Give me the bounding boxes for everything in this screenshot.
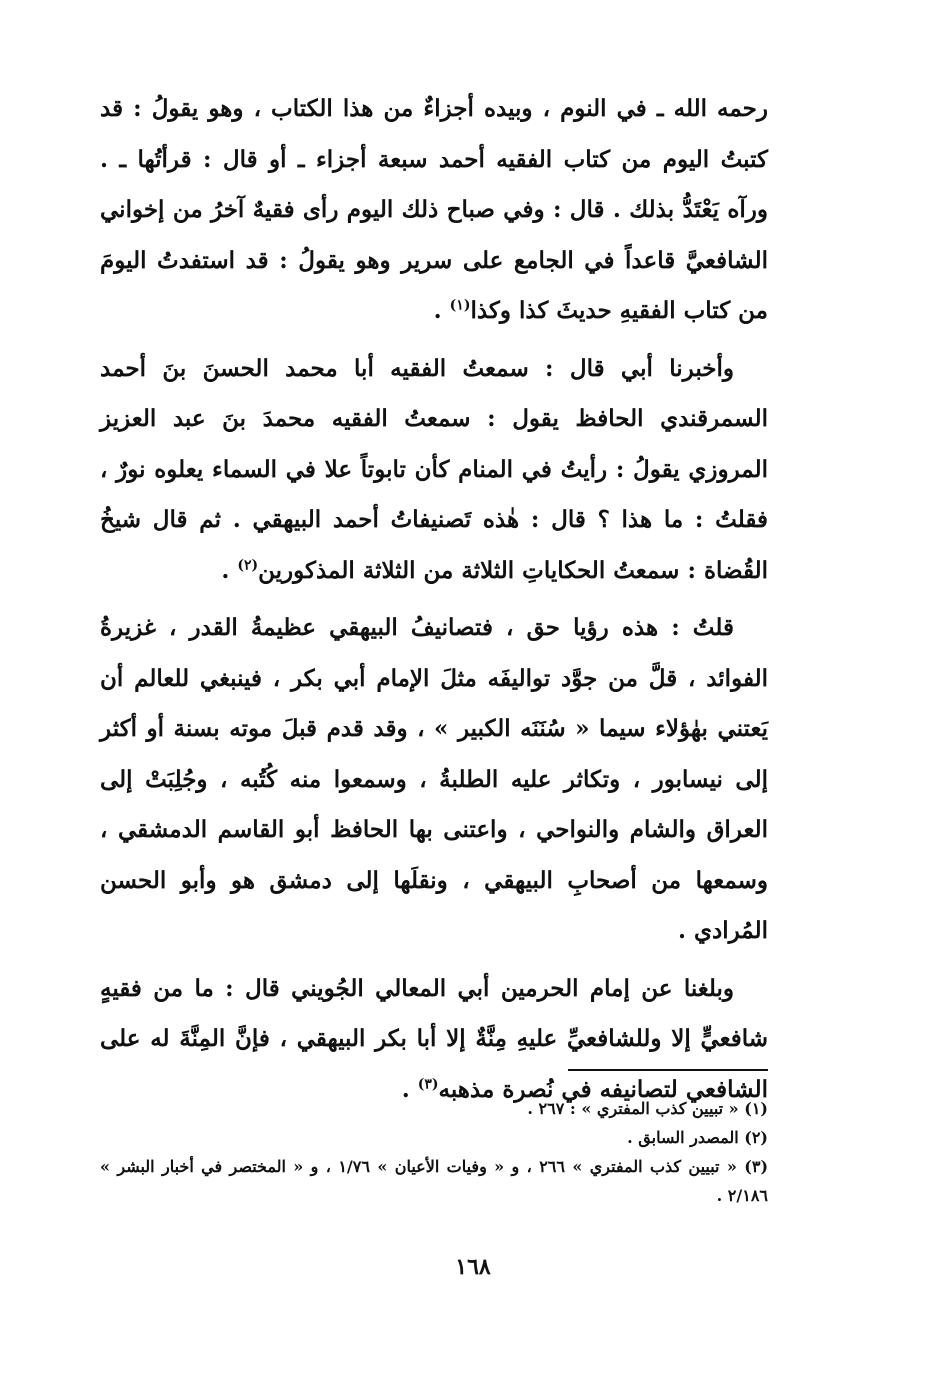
footnote-ref-2[interactable]: (٢) (237, 556, 259, 573)
paragraph-4 (100, 964, 768, 1116)
paragraph-4-text: وبلغنا عن إمام الحرمين أبي المعالي الجُويني قال : ما من فقيهٍ شافعيٍّ إلا وللشافعيِّ عليهِ مِنَّةٌ إلا أبا بكر البيهقي ، فإنَّ المِنَّةَ له على الشافعي لتصانيفه في نُصرة مذهبه (100, 974, 768, 1103)
footnote-ref-3[interactable]: (٣) (417, 1075, 439, 1092)
footnote-3: (٣) « تبيين كذب المفتري » ٢٦٦ ، و « وفيات الأعيان » ١/٧٦ ، و « المختصر في أخبار البشر » ٢/١٨٦ . (100, 1157, 769, 1205)
paragraph-2-end: . (221, 556, 238, 584)
footnote-1: (١) « تبيين كذب المفتري » : ٢٦٧ . (527, 1099, 768, 1118)
paragraph-4-end: . (401, 1075, 418, 1103)
paragraph-3 (100, 603, 768, 957)
paragraph-1 (100, 84, 768, 337)
footnote-2: (٢) المصدر السابق . (627, 1128, 768, 1147)
main-text (100, 84, 768, 1122)
paragraph-1-text: رحمه الله ـ في النوم ، وبيده أجزاءٌ من هذا الكتاب ، وهو يقولُ : قد كتبتُ اليوم من كتاب الفقيه أحمد سبعة أجزاء ـ أو قال : قرأتُها ـ . ورآه يَعْتَدُّ بذلك . قال : وفي صباح ذلك اليوم رأى فقيهٌ آخرُ من إخواني الشافعيَّ قاعداً في الجامع على سرير وهو يقولُ : قد استفدتُ اليومَ من كتاب الفقيهِ حديثَ كذا وكذا (100, 95, 768, 324)
paragraph-2 (100, 344, 768, 597)
footnote-ref-1[interactable]: (١) (449, 297, 471, 314)
footnotes (100, 1094, 768, 1210)
footnote-separator (568, 1069, 768, 1071)
page-number: ١٦٨ (455, 1254, 491, 1280)
paragraph-2-text: وأخبرنا أبي قال : سمعتُ الفقيه أبا محمد الحسنَ بنَ أحمد السمرقندي الحافظ يقول : سمعتُ الفقيه محمدَ بنَ عبد العزيز المروزي يقولُ : رأيتُ في المنام كأن تابوتاً علا في السماء يعلوه نورٌ ، فقلتُ : ما هذا ؟ قال : هٰذه تَصنيفاتُ أحمد البيهقي . ثم قال شيخُ القُضاة : سمعتُ الحكاياتِ الثلاثة من الثلاثة المذكورين (100, 354, 768, 584)
paragraph-1-end: . (433, 297, 450, 324)
paragraph-3-text: قلتُ : هذه رؤيا حق ، فتصانيفُ البيهقي عظيمةُ القدر ، غزيرةُ الفوائد ، قلَّ من جوَّد تواليفَه مثلَ الإمام أبي بكر ، فينبغي للعالم أن يَعتني بهٰؤلاء سيما « سُنَنَه الكبير » ، وقد قدم قبلَ موته بسنة أو أكثر إلى نيسابور ، وتكاثر عليه الطلبةُ ، وسمعوا منه كُتُبه ، وجُلِبَتْ إلى العراق والشام والنواحي ، واعتنى بها الحافظ أبو القاسم الدمشقي ، وسمعها من أصحابِ البيهقي ، ونقلَها إلى دمشق هو وأبو الحسن المُرادي . (100, 614, 768, 944)
